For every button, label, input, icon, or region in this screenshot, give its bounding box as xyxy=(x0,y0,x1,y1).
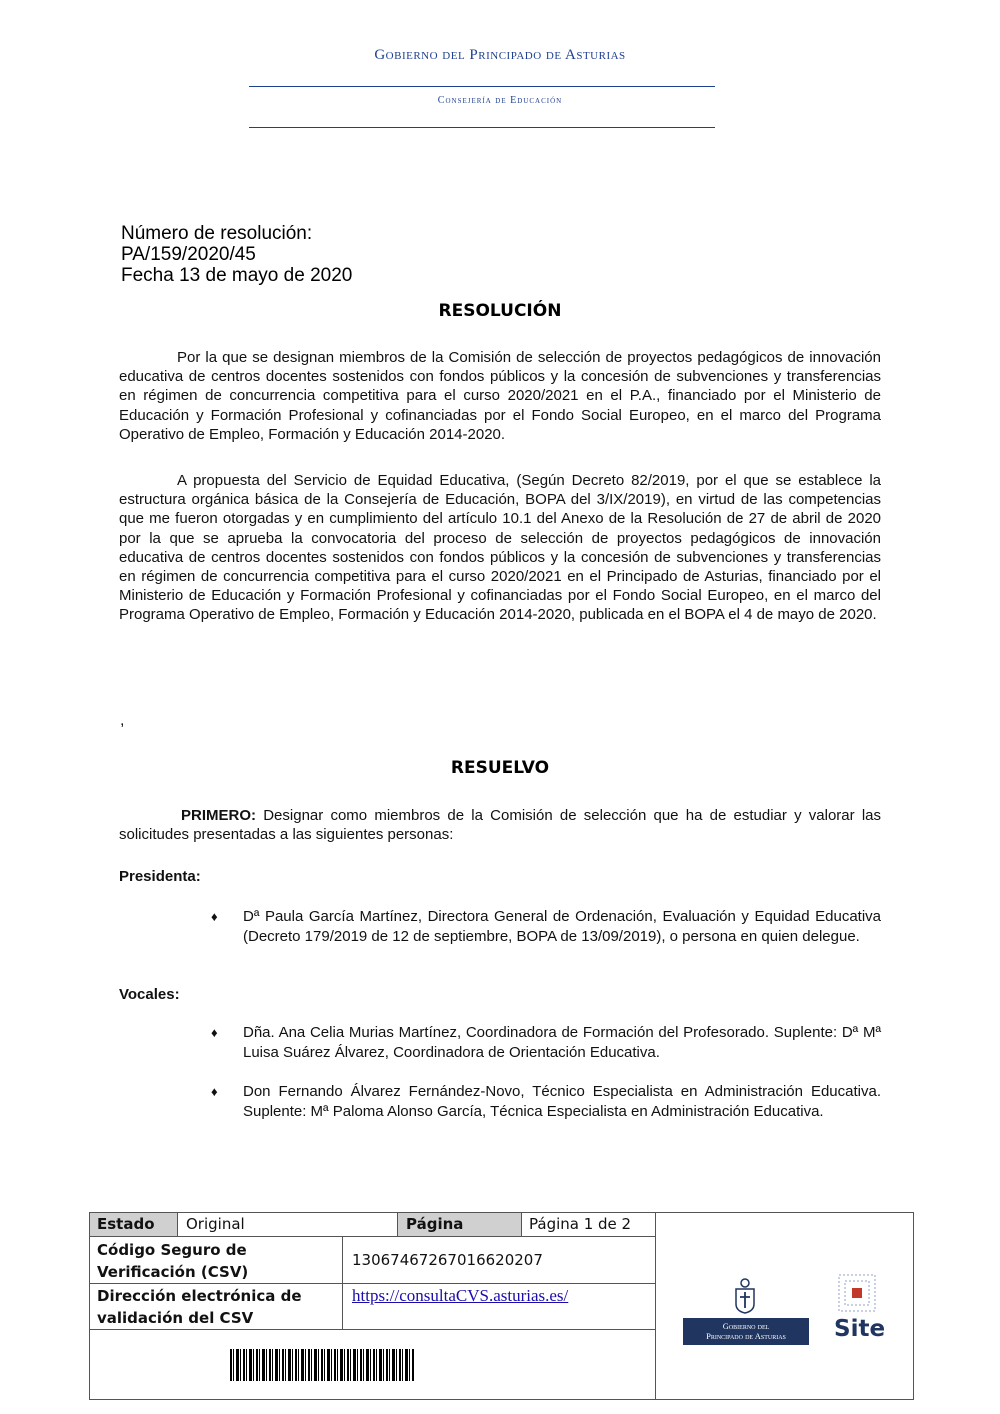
paragraph-primero xyxy=(119,806,881,844)
asturias-coat-of-arms-icon xyxy=(733,1278,757,1314)
resolution-number-label: Número de resolución: xyxy=(121,223,313,244)
vocal-entry-2: Don Fernando Álvarez Fernández-Novo, Técnico Especialista en Administración Educativa. Suplente: Mª Paloma Alonso García, Técnica Especialista en Administración Educativa. xyxy=(243,1083,881,1120)
divider xyxy=(397,1212,398,1236)
paragraph-purpose xyxy=(119,348,881,444)
gobierno-logo-line2: Principado de Asturias xyxy=(706,1331,786,1341)
estado-label: Estado xyxy=(97,1215,155,1233)
divider xyxy=(89,1329,655,1330)
header-government: Gobierno del Principado de Asturias xyxy=(374,47,626,63)
primero-text: Designar como miembros de la Comisión de selección que ha de estudiar y valorar las solicitudes presentadas a las siguientes personas: xyxy=(119,807,882,844)
presidenta-label: Presidenta: xyxy=(119,868,201,885)
paragraph-proposal xyxy=(119,471,881,625)
diamond-bullet-icon: ♦ xyxy=(211,1084,218,1099)
resuelvo-heading: RESUELVO xyxy=(450,758,550,778)
pagina-value: Página 1 de 2 xyxy=(529,1215,632,1233)
header-divider-bottom xyxy=(249,127,715,128)
resolution-date: Fecha 13 de mayo de 2020 xyxy=(121,265,353,286)
dir-label xyxy=(97,1285,302,1329)
header-divider-top xyxy=(249,86,715,87)
resolution-title: RESOLUCIÓN xyxy=(438,301,562,321)
divider xyxy=(655,1212,656,1399)
divider xyxy=(89,1236,655,1237)
gobierno-logo xyxy=(683,1318,809,1345)
paragraph-purpose-text: Por la que se designan miembros de la Comisión de selección de proyectos pedagógicos de innovación educativa de centros docentes sostenidos con fondos públicos y la concesión de subvenciones y transferencias en régimen de concurrencia competitiva para el curso 2020/2021 en el P.A., financiado por el Ministerio de Educación y Formación Profesional y cofinanciadas por el Fondo Social Europeo, en el marco del Programa Operativo de Empleo, Formación y Educación 2014-2020. xyxy=(119,349,881,443)
divider xyxy=(521,1212,522,1236)
paragraph-proposal-text: A propuesta del Servicio de Equidad Educativa, (Según Decreto 82/2019, por el que se establece la estructura orgánica básica de la Consejería de Educación, BOPA del 3/IX/2019), en virtud de las competencias que me fueron otorgadas y en cumplimiento del artículo 10.1 del Anexo de la Resolución de 27 de abril de 2020 por la que se aprueba la convocatoria del proceso de selección de proyectos pedagógicos de innovación educativa de centros docentes sostenidos con fondos públicos y la concesión de subvenciones y transferencias en régimen de concurrencia competitiva para el curso 2020/2021 en el Principado de Asturias, financiado por el Ministerio de Educación y Formación Profesional y cofinanciadas por el Fondo Social Europeo, en el marco del Programa Operativo de Empleo, Formación y Educación 2014-2020, publicada en el BOPA el 4 de mayo de 2020. xyxy=(119,472,881,624)
resolution-info xyxy=(121,223,352,286)
gobierno-logo-line1: Gobierno del xyxy=(722,1321,770,1331)
resolution-number: PA/159/2020/45 xyxy=(121,244,256,265)
csv-label-line1: Código Seguro de xyxy=(97,1241,247,1259)
vocales-label: Vocales: xyxy=(119,986,180,1003)
csv-label xyxy=(97,1239,248,1283)
estado-value: Original xyxy=(186,1215,245,1233)
csv-label-line2: Verificación (CSV) xyxy=(97,1263,249,1281)
site-logo-text: Site xyxy=(834,1316,886,1342)
vocal-entry-1: Dña. Ana Celia Murias Martínez, Coordinadora de Formación del Profesorado. Suplente: Dª Mª Luisa Suárez Álvarez, Coordinadora de Orientación Educativa. xyxy=(243,1024,881,1061)
diamond-bullet-icon: ♦ xyxy=(211,1025,218,1040)
dir-label-line2: validación del CSV xyxy=(97,1309,254,1327)
site-logo-icon xyxy=(837,1273,877,1313)
pagina-label: Página xyxy=(406,1215,464,1233)
dir-label-line1: Dirección electrónica de xyxy=(97,1287,302,1305)
barcode xyxy=(230,1349,415,1381)
divider xyxy=(89,1283,655,1284)
divider xyxy=(177,1212,178,1236)
primero-label: PRIMERO: xyxy=(181,807,256,824)
header-department: Consejería de Educación xyxy=(437,95,563,106)
csv-value: 13067467267016620207 xyxy=(352,1251,543,1269)
stray-comma: , xyxy=(120,712,125,729)
diamond-bullet-icon: ♦ xyxy=(211,909,218,924)
csv-validation-link[interactable]: https://consultaCVS.asturias.es/ xyxy=(352,1286,569,1305)
presidenta-entry: Dª Paula García Martínez, Directora General de Ordenación, Evaluación y Equidad Educativa (Decreto 179/2019 de 12 de septiembre, BOPA de 13/09/2019), o persona en quien delegue. xyxy=(243,908,881,945)
